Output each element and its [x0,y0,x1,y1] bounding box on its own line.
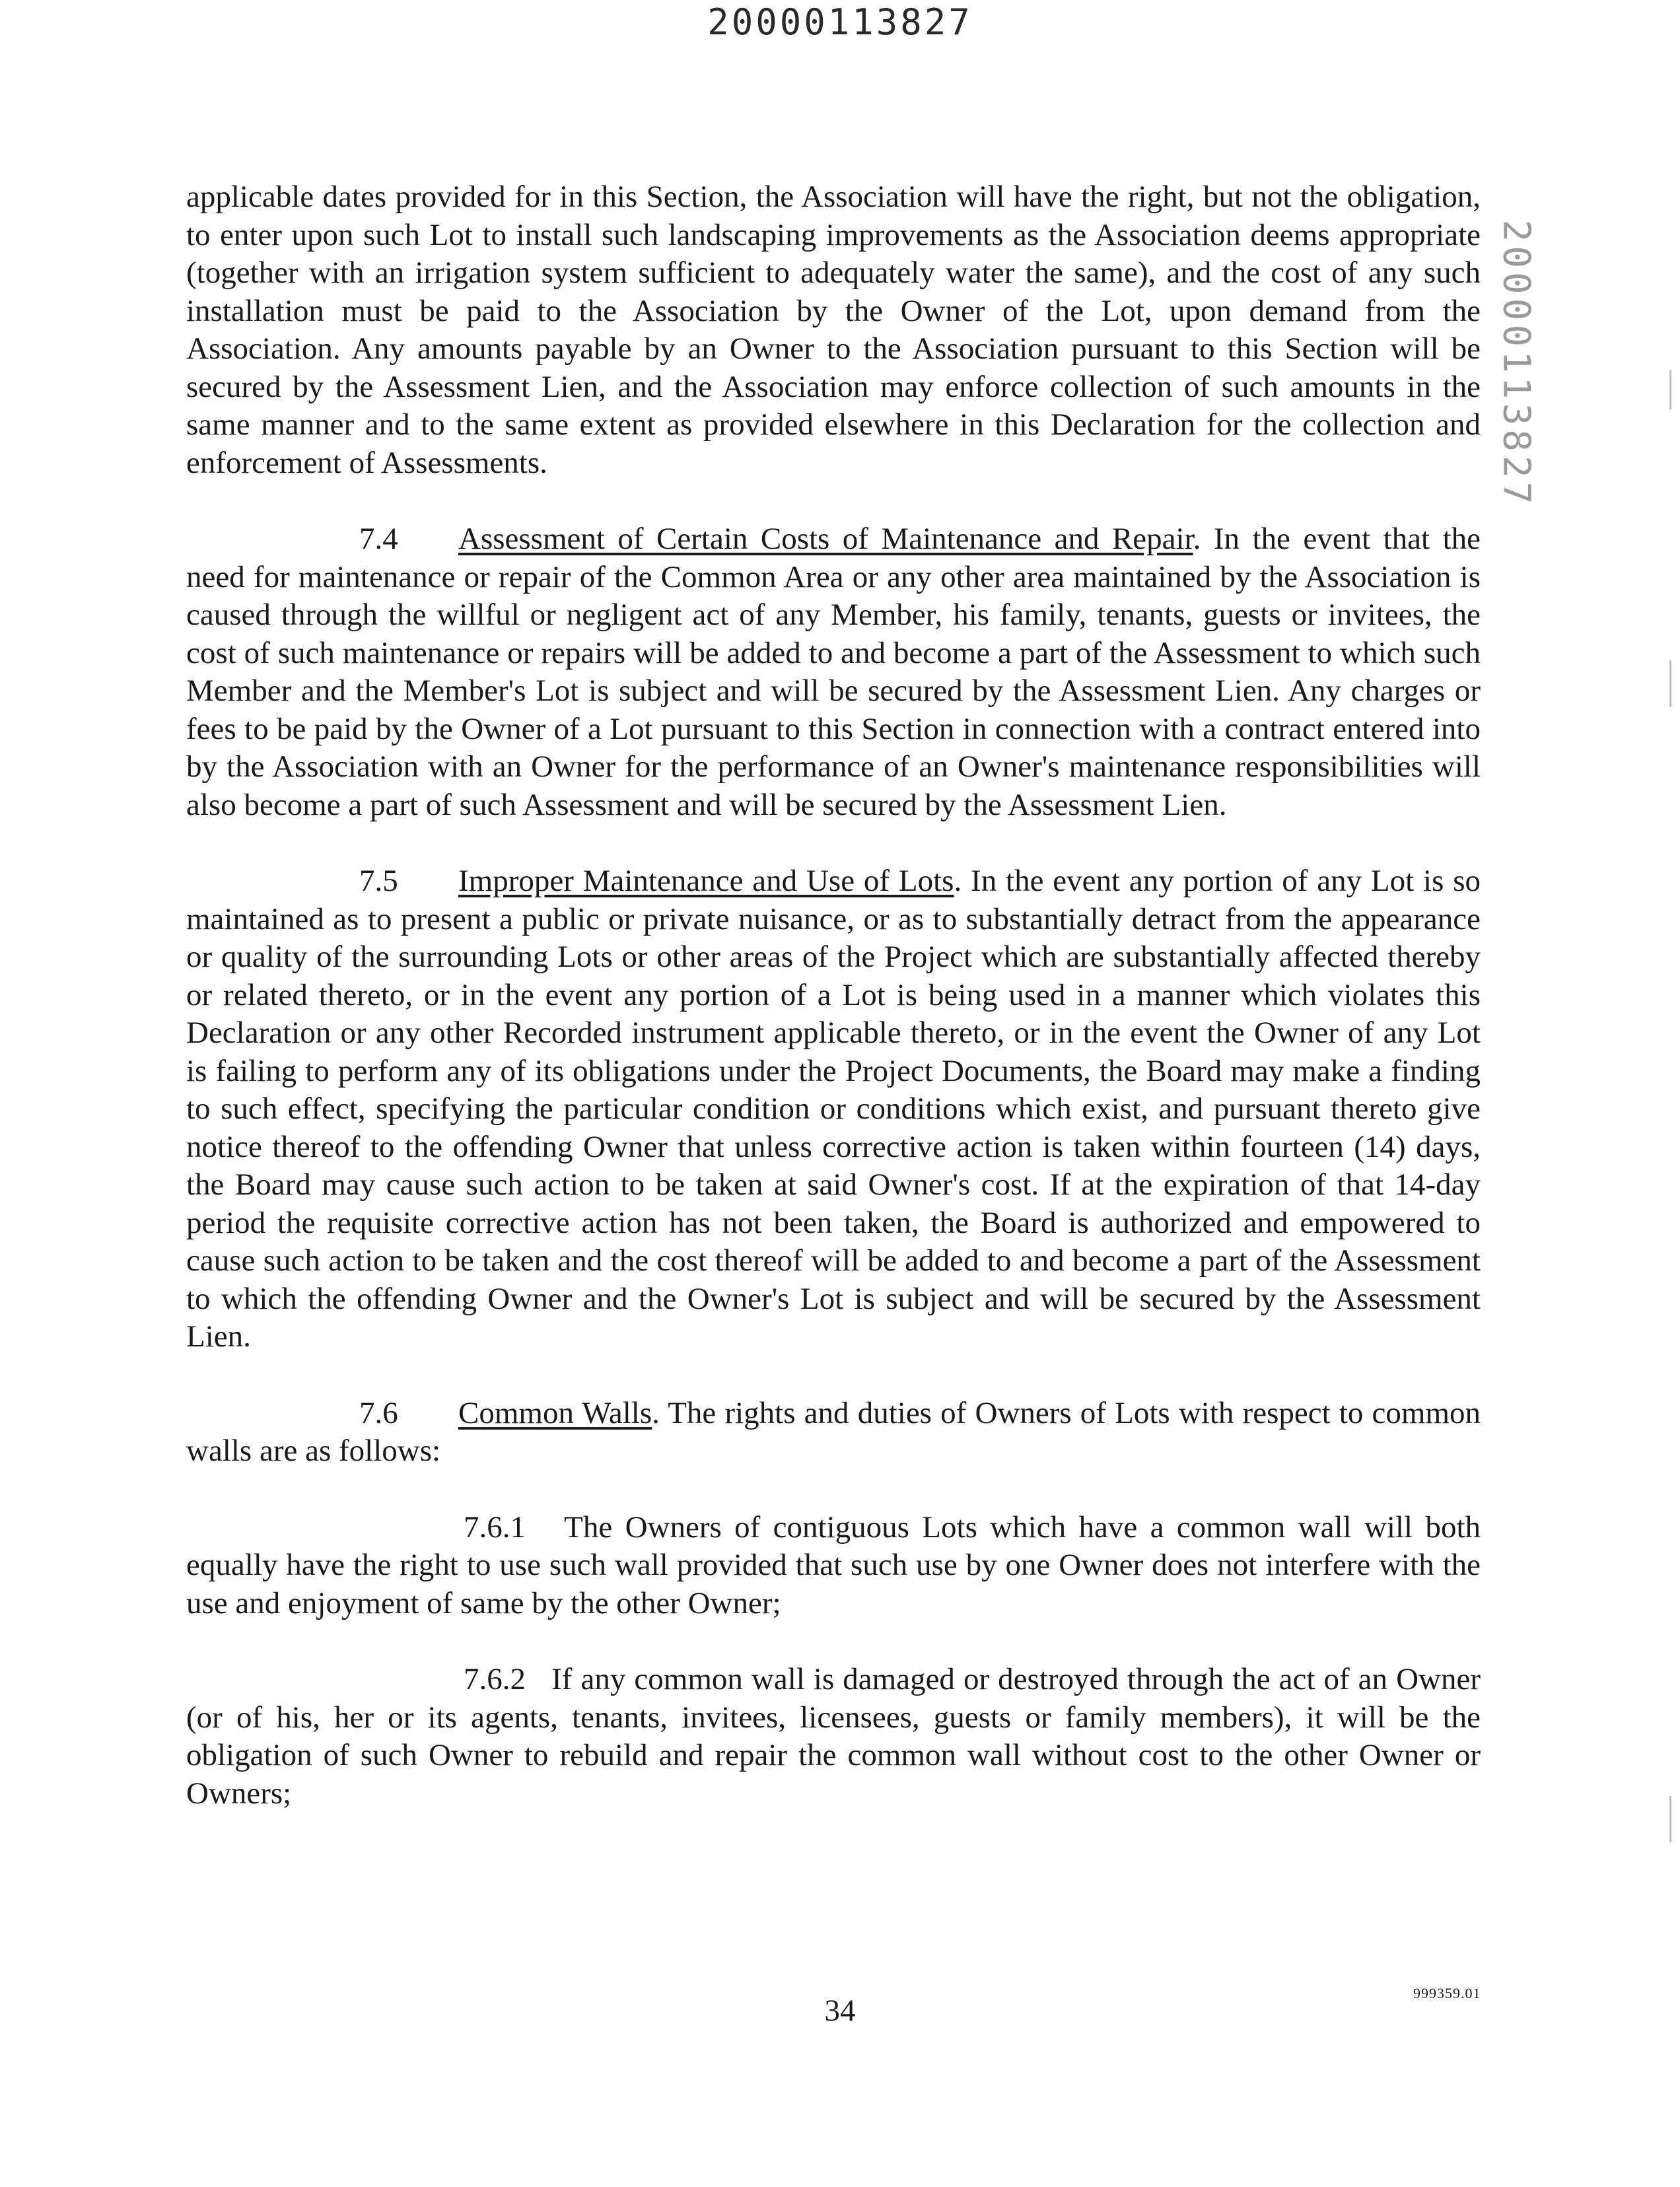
scan-margin-mark [1669,660,1671,707]
section-7-6-1 [186,1509,1481,1623]
section-7-5 [186,862,1481,1356]
scan-margin-mark [1669,1796,1671,1842]
section-heading: Common Walls [458,1395,652,1430]
section-number: 7.5 [359,864,398,898]
section-heading: Improper Maintenance and Use of Lots [458,864,954,898]
intro-paragraph: applicable dates provided for in this Section, the Association will have the right, but not the obligation, to enter upon such Lot to install such landscaping improvements as the Association deems appropriate (together with an irrigation system sufficient to adequately water the same), and the cost of any such installation must be paid to the Association by the Owner of the Lot, upon demand from the Association. Any amounts payable by an Owner to the Association pursuant to this Section will be secured by the Assessment Lien, and the Association may enforce collection of such amounts in the same manner and to the same extent as provided elsewhere in this Declaration for the collection and enforcement of Assessments. [186,180,1481,480]
side-recording-stamp: 20000113827 [1494,219,1538,508]
section-text: . In the event any portion of any Lot is so maintained as to present a public or private nuisance, or as to substantially detract from the appearance or quality of the surrounding Lots or other areas of the Project which are substantially affected thereby or related thereto, or in the event any portion of a Lot is being used in a manner which violates this Declaration or any other Recorded instrument applicable thereto, or in the event the Owner of any Lot is failing to perform any of its obligations under the Project Documents, the Board may make a finding to such effect, specifying the particular condition or conditions which exist, and pursuant thereto give notice thereof to the offending Owner that unless corrective action is taken within fourteen (14) days, the Board may cause such action to be taken at said Owner's cost. If at the expiration of that 14-day period the requisite corrective action has not been taken, the Board is authorized and empowered to cause such action to be taken and the cost thereof will be added to and become a part of the Assessment to which the offending Owner and the Owner's Lot is subject and will be secured by the Assessment Lien. [186,864,1481,1354]
section-number: 7.6.2 [464,1662,526,1696]
document-body [186,178,1481,1813]
section-heading: Assessment of Certain Costs of Maintenance and Repair [458,522,1193,556]
section-7-6-2 [186,1661,1481,1813]
section-text: If any common wall is damaged or destroyed through the act of an Owner (or of his, her or its agents, tenants, invitees, licensees, guests or family members), it will be the obligation of such Owner to rebuild and repair the common wall without cost to the other Owner or Owners; [186,1662,1481,1811]
section-7-6 [186,1395,1481,1471]
section-text: The Owners of contiguous Lots which have a common wall will both equally have the right to use such wall provided that such use by one Owner does not interfere with the use and enjoyment of same by the other Owner; [186,1510,1481,1620]
document-id: 20000113827 [707,1,973,43]
page-number: 34 [824,1994,856,2028]
scan-margin-mark [1669,370,1671,409]
section-number: 7.6 [359,1395,398,1430]
section-number: 7.4 [359,522,398,556]
section-text: . The rights and duties of Owners of Lots with respect to common walls are as follows: [186,1395,1481,1468]
section-7-4 [186,520,1481,824]
file-code: 999359.01 [1413,1985,1481,2001]
section-number: 7.6.1 [464,1510,526,1545]
section-text: . In the event that the need for maintenance or repair of the Common Area or any other area maintained by the Association is caused through the willful or negligent act of any Member, his family, tenants, guests or invitees, the cost of such maintenance or repairs will be added to and become a part of the Assessment to which such Member and the Member's Lot is subject and will be secured by the Assessment Lien. Any charges or fees to be paid by the Owner of a Lot pursuant to this Section in connection with a contract entered into by the Association with an Owner for the performance of an Owner's maintenance responsibilities will also become a part of such Assessment and will be secured by the Assessment Lien. [186,522,1481,822]
